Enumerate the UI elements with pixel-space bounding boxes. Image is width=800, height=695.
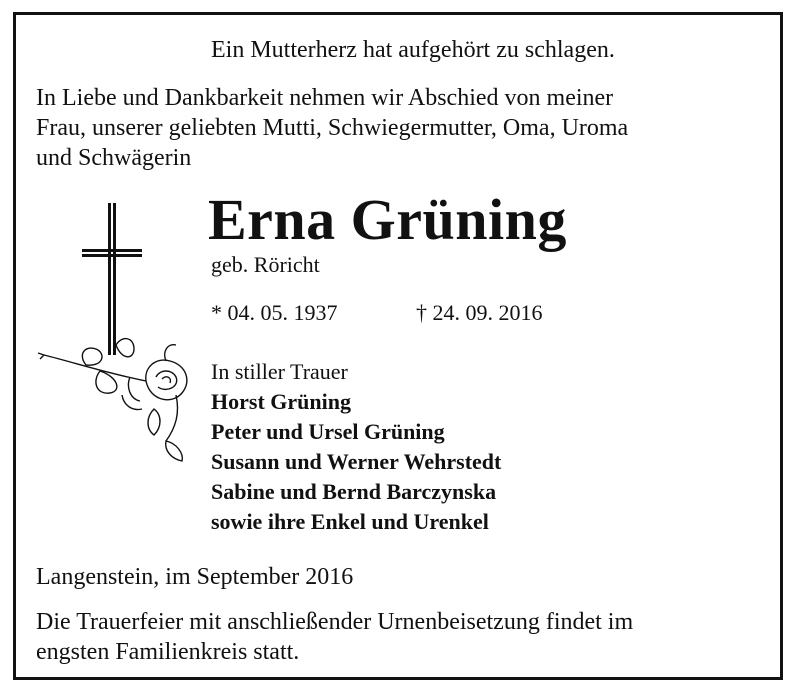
cross-icon bbox=[82, 203, 142, 355]
mourner-name: sowie ihre Enkel und Urenkel bbox=[211, 509, 489, 534]
ceremony-line: engsten Familienkreis statt. bbox=[36, 639, 300, 665]
mourner-name: Sabine und Bernd Barczynska bbox=[211, 479, 497, 504]
mourners-intro: In stiller Trauer bbox=[211, 359, 348, 384]
mourners-block bbox=[211, 357, 501, 537]
deceased-name: Erna Grüning bbox=[208, 187, 567, 252]
intro-line: In Liebe und Dankbarkeit nehmen wir Abschied von meiner bbox=[36, 85, 614, 111]
obituary-frame bbox=[13, 12, 783, 680]
cross-and-rose-graphic bbox=[26, 195, 201, 470]
place-date: Langenstein, im September 2016 bbox=[36, 564, 354, 590]
intro-line: und Schwägerin bbox=[36, 145, 192, 171]
intro-text bbox=[36, 83, 771, 173]
ceremony-line: Die Trauerfeier mit anschließender Urnenbeisetzung findet im bbox=[36, 609, 634, 635]
intro-line: Frau, unserer geliebten Mutti, Schwiegermutter, Oma, Uroma bbox=[36, 115, 629, 141]
death-date: † 24. 09. 2016 bbox=[416, 300, 543, 325]
ceremony-notice bbox=[36, 607, 633, 667]
headline: Ein Mutterherz hat aufgehört zu schlagen. bbox=[211, 37, 615, 63]
birth-date: * 04. 05. 1937 bbox=[211, 300, 338, 325]
mourner-name: Susann und Werner Wehrstedt bbox=[211, 449, 502, 474]
rose-icon bbox=[38, 339, 187, 461]
maiden-name: geb. Röricht bbox=[211, 252, 320, 277]
mourner-name: Peter und Ursel Grüning bbox=[211, 419, 445, 444]
mourner-name: Horst Grüning bbox=[211, 389, 351, 414]
